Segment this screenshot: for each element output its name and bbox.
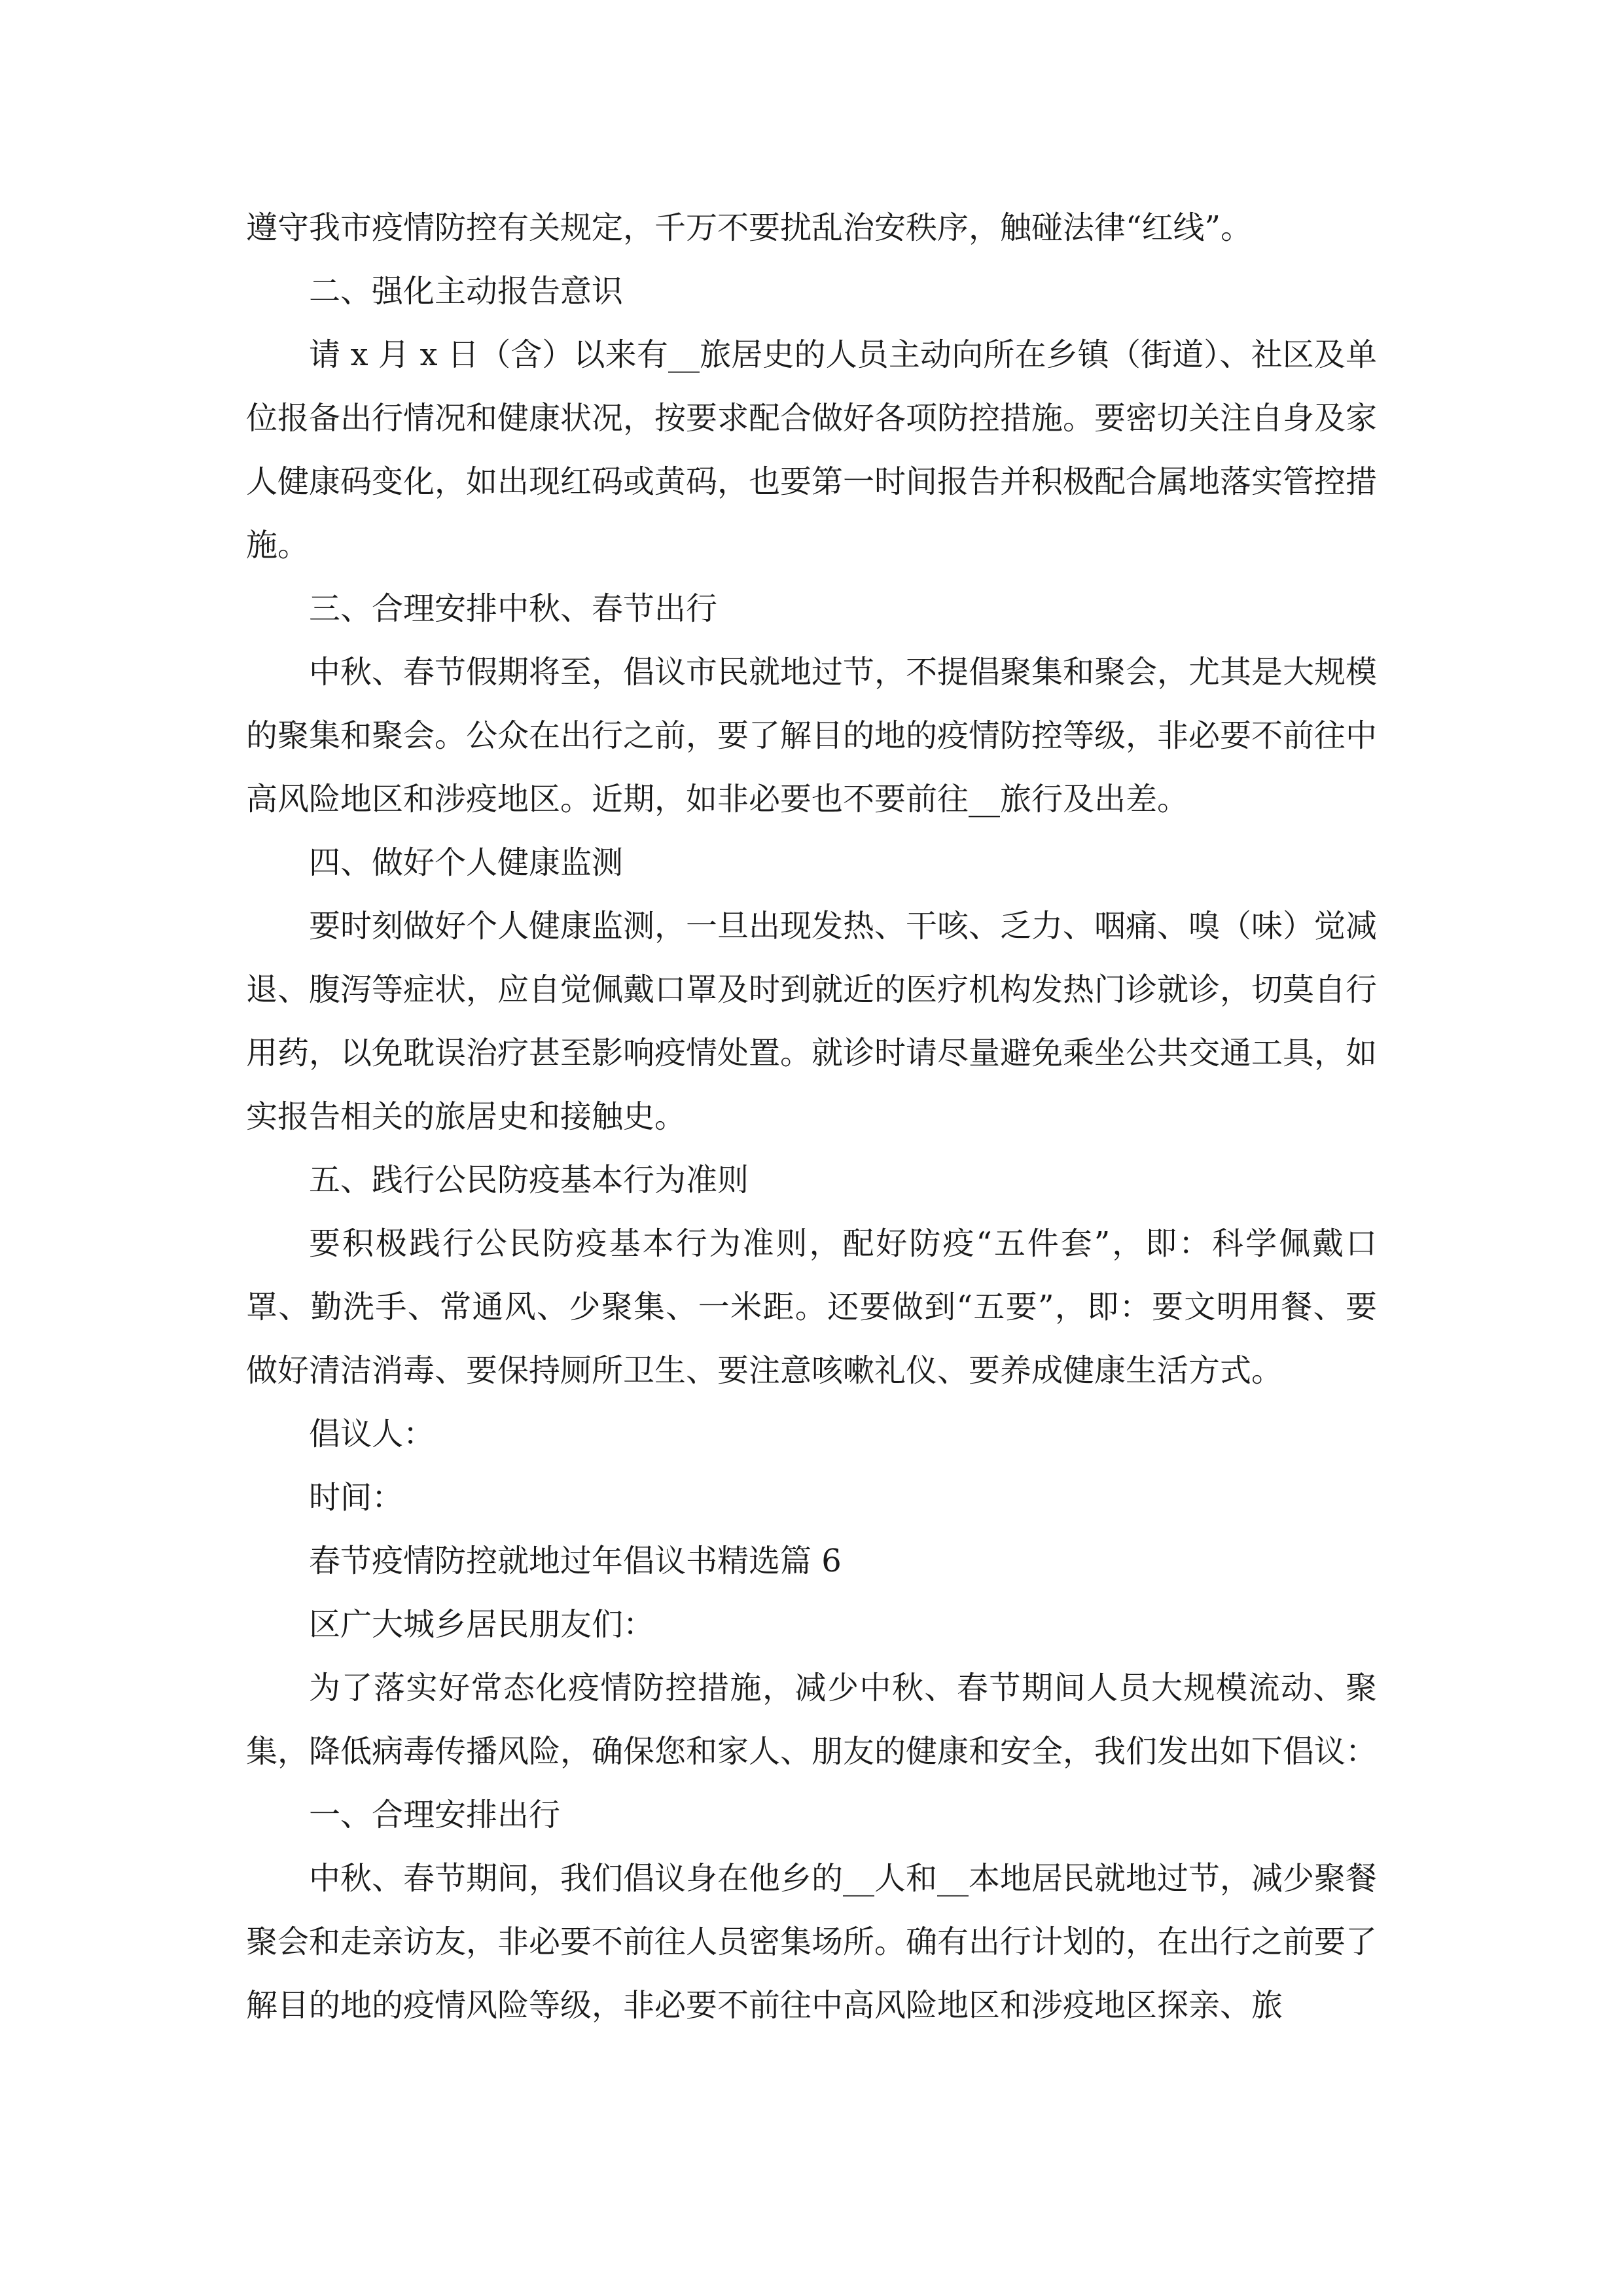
paragraph-travel: 中秋、春节假期将至，倡议市民就地过节，不提倡聚集和聚会，尤其是大规模的聚集和聚会。公众在出行之前，要了解目的地的疫情防控等级，非必要不前往中高风险地区和涉疫地区。近期，如非必要也不要前往__旅行及出差。 [246, 654, 1378, 817]
paragraph-conduct: 要积极践行公民防疫基本行为准则，配好防疫“五件套”，即：科学佩戴口罩、勤洗手、常通风、少聚集、一米距。还要做到“五要”，即：要文明用餐、要做好清洁消毒、要保持厕所卫生、要注意咳嗽礼仪、要养成健康生活方式。 [246, 1225, 1377, 1389]
paragraph-arrange-travel: 中秋、春节期间，我们倡议身在他乡的__人和__本地居民就地过节，减少聚餐聚会和走亲访友，非必要不前往人员密集场所。确有出行计划的，在出行之前要了解目的地的疫情风险等级，非必要不前往中高风险地区和涉疫地区探亲、旅 [246, 1860, 1378, 2024]
paragraph-intro: 为了落实好常态化疫情防控措施，减少中秋、春节期间人员大规模流动、聚集，降低病毒传播风险，确保您和家人、朋友的健康和安全，我们发出如下倡议： [246, 1670, 1378, 1770]
section-heading-3: 三、合理安排中秋、春节出行 [309, 590, 718, 627]
initiator-label: 倡议人： [309, 1416, 435, 1452]
date-label: 时间： [309, 1479, 404, 1516]
section-heading-4: 四、做好个人健康监测 [309, 844, 624, 881]
paragraph-health-monitoring: 要时刻做好个人健康监测，一旦出现发热、干咳、乏力、咽痛、嗅（味）觉减退、腹泻等症状，应自觉佩戴口罩及时到就近的医疗机构发热门诊就诊，切莫自行用药，以免耽误治疗甚至影响疫情处置。就诊时请尽量避免乘坐公共交通工具，如实报告相关的旅居史和接触史。 [246, 908, 1378, 1135]
section-heading-1: 一、合理安排出行 [309, 1797, 561, 1833]
section-heading-5: 五、践行公民防疫基本行为准则 [309, 1162, 749, 1198]
paragraph-report: 请 x 月 x 日（含）以来有__旅居史的人员主动向所在乡镇（街道）、社区及单位报备出行情况和健康状况，按要求配合做好各项防控措施。要密切关注自身及家人健康码变化，如出现红码或黄码，也要第一时间报告并积极配合属地落实管控措施。 [246, 336, 1378, 564]
section-heading-2: 二、强化主动报告意识 [309, 273, 624, 310]
article-title: 春节疫情防控就地过年倡议书精选篇 6 [309, 1543, 842, 1579]
salutation: 区广大城乡居民朋友们： [309, 1606, 655, 1643]
document-body [246, 196, 1377, 2037]
paragraph-1-continuation: 遵守我市疫情防控有关规定，千万不要扰乱治安秩序，触碰法律“红线”。 [246, 209, 1253, 246]
